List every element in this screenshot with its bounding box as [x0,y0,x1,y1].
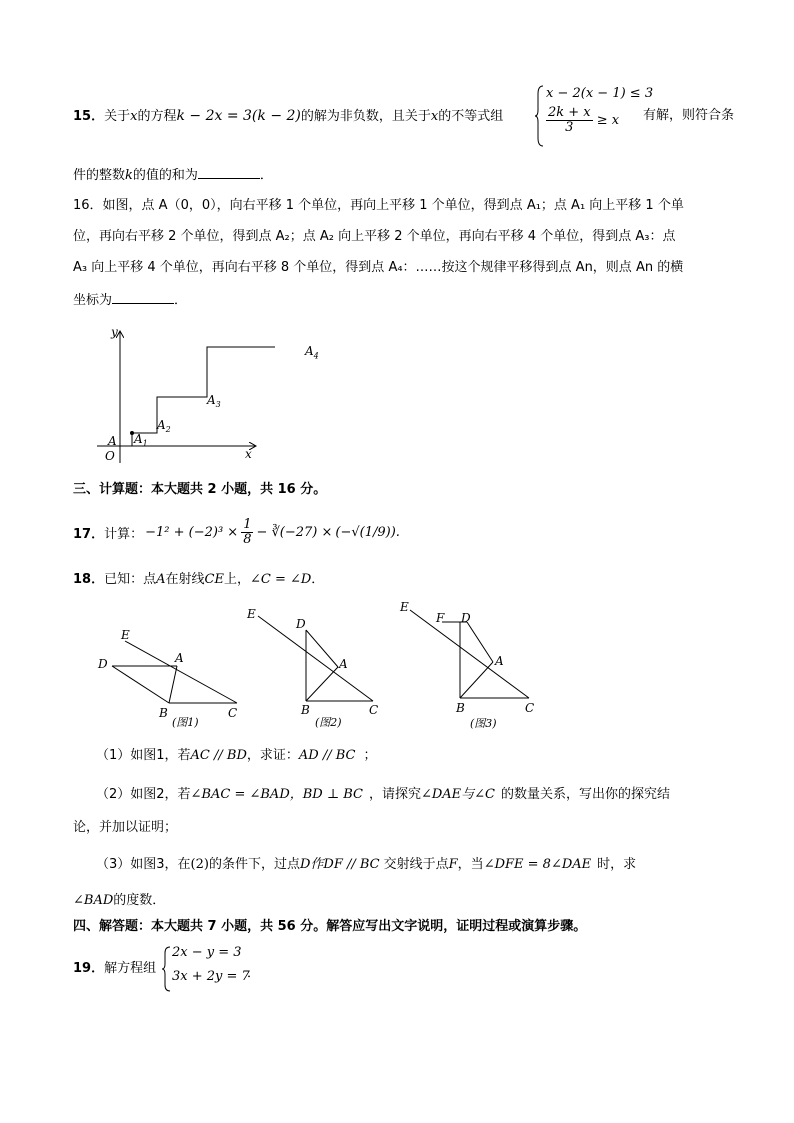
svg-text:E: E [121,628,130,642]
q19-brace-icon [162,945,172,993]
section-3-heading: 三、计算题：本大题共 2 小题，共 16 分。 [73,482,327,497]
svg-text:y: y [111,325,118,339]
q15-line1-tail: 有解，则符合条 [643,108,735,123]
q18-part1: （1）如图1，若AC // BD，求证：AD // BC ； [96,748,377,763]
svg-text:O: O [105,449,115,463]
q19-line: 19．解方程组 [73,961,157,976]
q19-eq2: 3x + 2y = 7 [172,969,250,984]
q18-part2: （2）如图2，若∠BAC = ∠BAD，BD ⊥ BC ，请探究∠DAE与∠C 的数量关系，写出你的探究结 [96,787,671,802]
q15-line1: 15．关于x的方程k − 2x = 3(k − 2)的解为非负数，且关于x的不等式组 [73,108,504,124]
q19-eq1: 2x − y = 3 [172,945,242,960]
svg-text:A2: $A_2$ [157,418,171,434]
q18-figure-3 [392,595,552,735]
svg-text:E: E [247,607,256,621]
q15-answer-blank[interactable] [198,164,260,179]
q15-equation: k − 2x = 3(k − 2) [176,108,301,124]
section-4-heading: 四、解答题：本大题共 7 小题，共 56 分。解答应写出文字说明，证明过程或演算步骤。 [73,919,587,934]
q15-inequality-1: x − 2(x − 1) ≤ 3 [546,86,654,101]
q19-end: ． [247,966,261,981]
svg-text:x: x [245,447,252,461]
q16-figure [95,322,275,467]
q18-figure-1 [95,625,245,735]
q15-number: 15． [73,109,105,124]
q15-inequality-2: $\frac{2k + x}{3}$ ≥ x [548,105,620,135]
svg-text:A: A [339,657,348,671]
svg-text:E: E [400,600,409,614]
q16-line3: A₃ 向上平移 4 个单位，再向右平移 8 个单位，得到点 A₄：……按这个规律平移得到点 An，则点 An 的横 [73,260,684,275]
svg-text:D: D [296,617,306,631]
step-path [132,347,275,446]
q17-line: 17． 计算： −1² + (−2)³ × $\frac{1}{8}$ − ∛(−27) × (−√(1/9)). [73,516,400,547]
svg-text:B: B [301,703,310,717]
svg-text:(图2): (图2) [315,716,342,729]
q16-a4-label: $A_4$ [305,344,319,361]
q15-brace-icon [535,84,545,148]
svg-text:D: D [461,611,471,625]
svg-text:A: A [495,654,504,668]
q18-stem: 18．已知：点A在射线CE上，∠C = ∠D． [73,572,325,587]
q18-part3-line2: ∠BAD的度数． [73,893,166,908]
q15-line2: 件的整数k的值的和为 ． [73,164,273,186]
svg-text:A: A [108,434,117,448]
q18-part3: （3）如图3，在(2)的条件下，过点D作DF // BC 交射线于点F，当∠DFE = 8∠DAE 时，求 [96,857,637,872]
svg-text:C: C [369,703,379,717]
q16-answer-blank[interactable] [112,289,174,304]
svg-text:C: C [525,701,535,715]
svg-text:(图1): (图1) [172,716,199,729]
q16-line1: 16．如图，点 A（0，0），向右平移 1 个单位，再向上平移 1 个单位，得到点 A₁；点 A₁ 向上平移 1 个单 [73,198,684,213]
q16-line2: 位，再向右平移 2 个单位，得到点 A₂；点 A₂ 向上平移 2 个单位，再向右平移 4 个单位，得到点 A₃：点 [73,229,676,244]
svg-text:B: B [159,706,168,720]
svg-text:C: C [228,706,238,720]
svg-text:D: D [98,657,108,671]
svg-text:A: A [175,651,184,665]
q16-line4: 坐标为 ． [73,289,187,311]
svg-text:F: F [436,611,445,625]
svg-text:A3: $A_3$ [207,393,221,409]
svg-text:B: B [456,701,465,715]
q18-part2-line2: 论，并加以证明； [73,820,178,835]
svg-text:(图3): (图3) [470,717,497,730]
q18-figure-2 [240,600,390,735]
svg-text:A1: $A_1$ [134,432,148,448]
